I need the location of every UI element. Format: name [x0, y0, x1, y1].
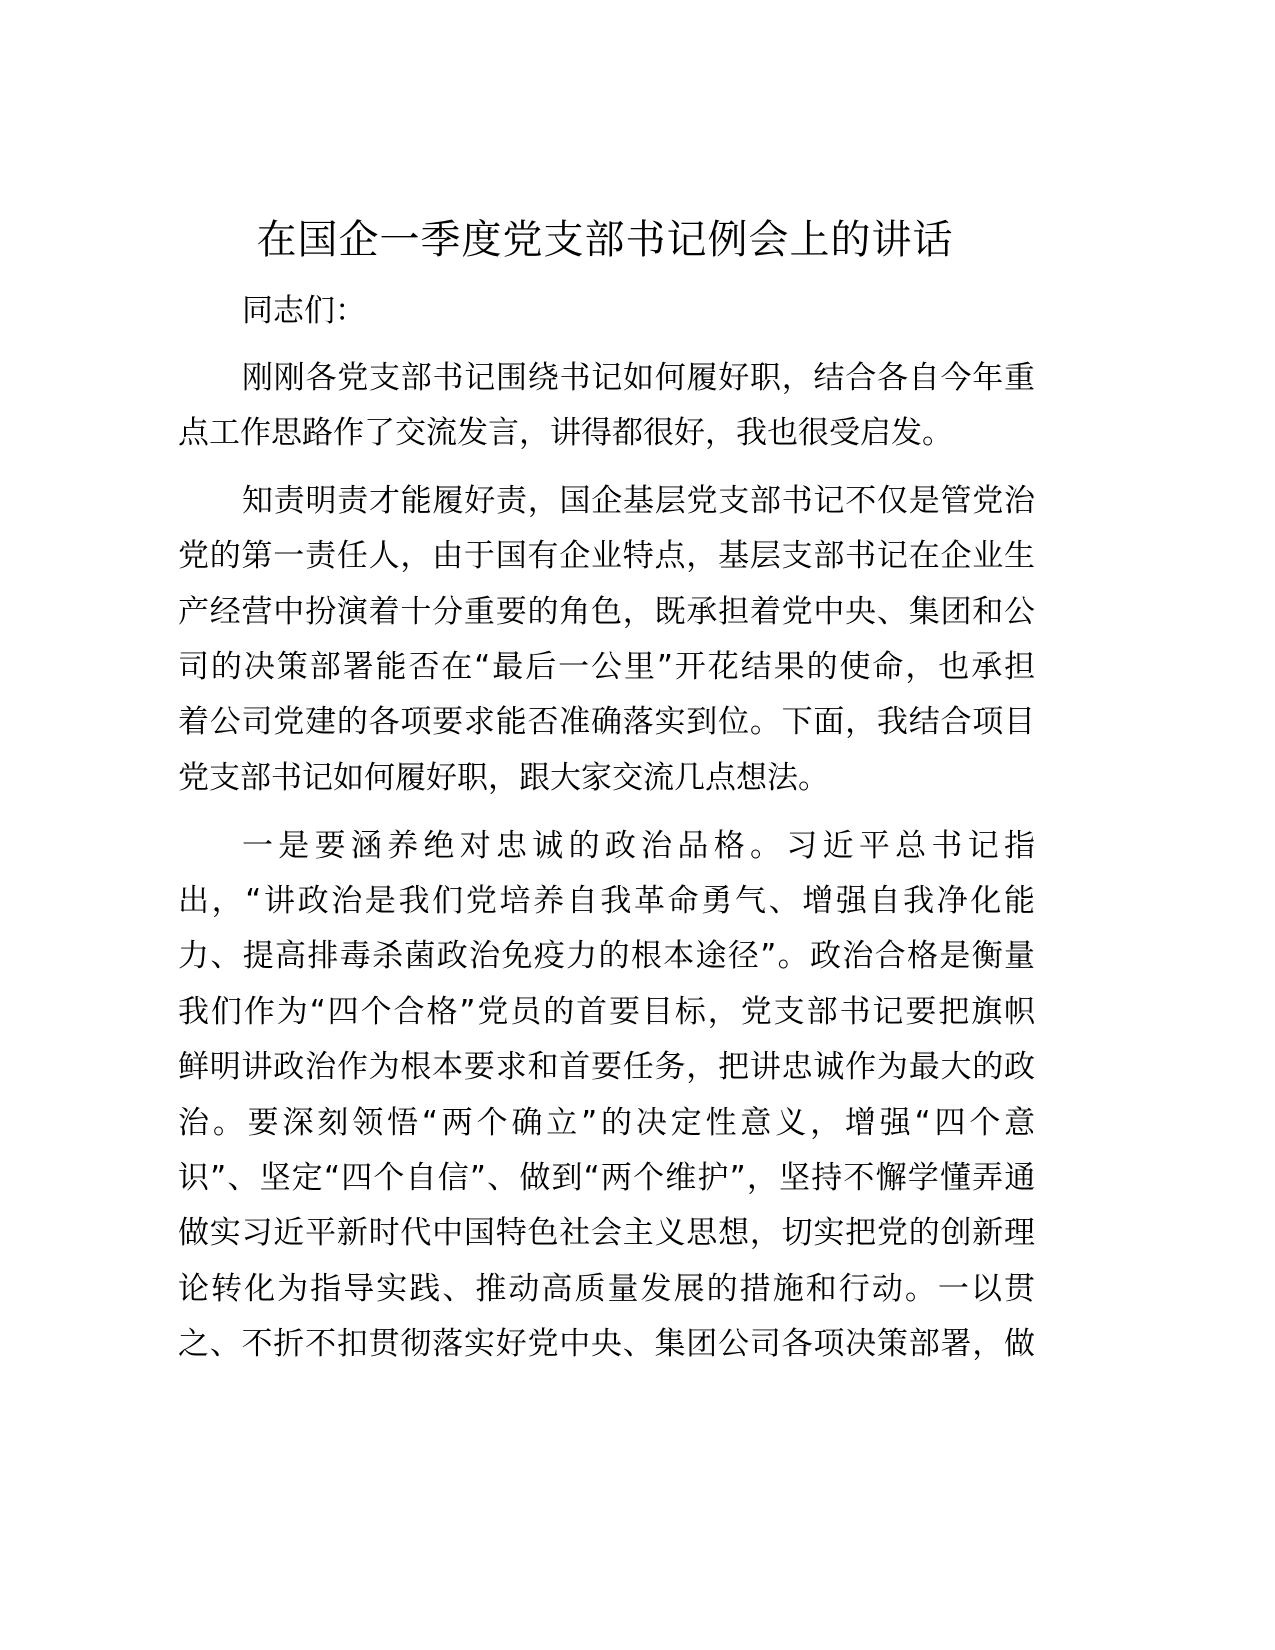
paragraph-line: 力、提高排毒杀菌政治免疫力的根本途径”。政治合格是衡量 [178, 938, 1037, 974]
paragraph-line: 司的决策部署能否在“最后一公里”开花结果的使命，也承担 [178, 649, 1038, 685]
paragraph-line: 之、不折不扣贯彻落实好党中央、集团公司各项决策部署，做 [178, 1326, 1036, 1362]
salutation: 同志们： [242, 293, 366, 329]
paragraph-line: 党的第一责任人，由于国有企业特点，基层支部书记在企业生 [178, 538, 1036, 574]
paragraph-line: 着公司党建的各项要求能否准确落实到位。下面，我结合项目 [178, 704, 1036, 740]
paragraph-line: 做实习近平新时代中国特色社会主义思想，切实把党的创新理 [178, 1215, 1036, 1251]
paragraph-line: 产经营中扮演着十分重要的角色，既承担着党中央、集团和公 [178, 594, 1036, 630]
paragraph-line: 治。要深刻领悟“两个确立”的决定性意义，增强“四个意 [178, 1105, 1040, 1141]
paragraph-line: 点工作思路作了交流发言，讲得都很好，我也很受启发。 [178, 415, 953, 451]
paragraph-line: 党支部书记如何履好职，跟大家交流几点想法。 [178, 760, 829, 796]
paragraph-line: 鲜明讲政治作为根本要求和首要任务，把讲忠诚作为最大的政 [178, 1049, 1036, 1085]
paragraph-line: 识”、坚定“四个自信”、做到“两个维护”，坚持不懈学懂弄通 [178, 1160, 1037, 1196]
paragraph-first-line: 知责明责才能履好责，国企基层党支部书记不仅是管党治 [242, 483, 1036, 519]
paragraph-first-line: 刚刚各党支部书记围绕书记如何履好职，结合各自今年重 [242, 360, 1036, 396]
paragraph-line: 论转化为指导实践、推动高质量发展的措施和行动。一以贯 [178, 1271, 1038, 1307]
document-title: 在国企一季度党支部书记例会上的讲话 [256, 217, 954, 263]
paragraph-line: 出，“讲政治是我们党培养自我革命勇气、增强自我净化能 [178, 883, 1038, 919]
paragraph-first-line: 一是要涵养绝对忠诚的政治品格。习近平总书记指 [242, 828, 1041, 864]
paragraph-line: 我们作为“四个合格”党员的首要目标，党支部书记要把旗帜 [178, 994, 1038, 1030]
